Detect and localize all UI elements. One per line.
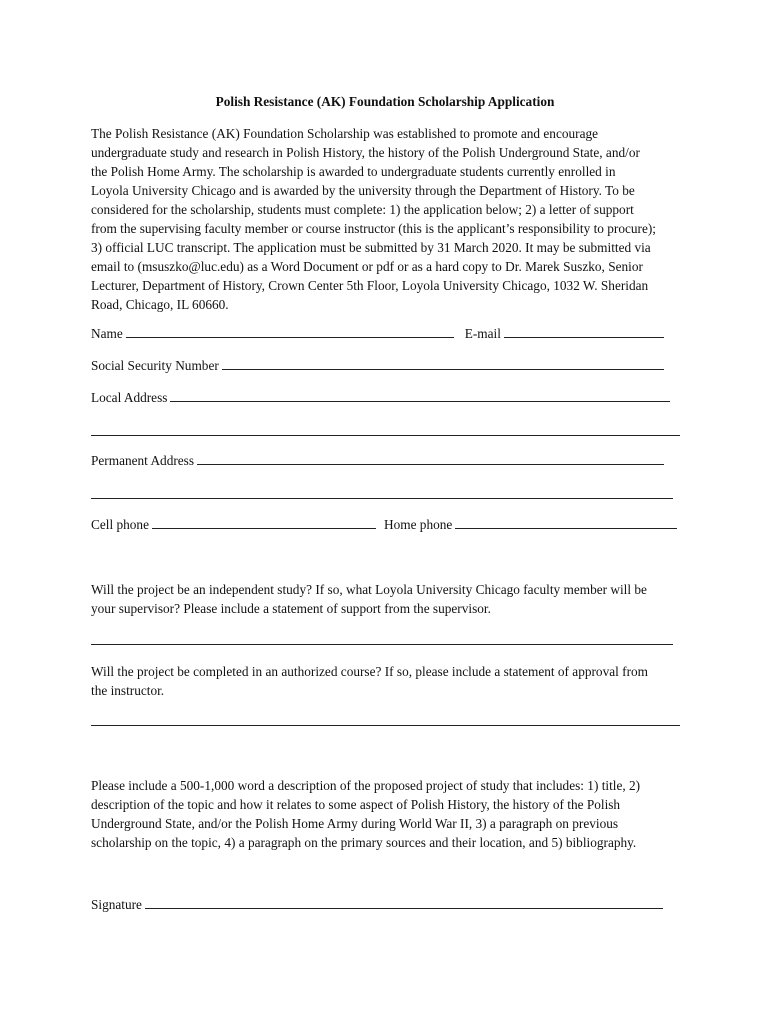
ssn-row bbox=[91, 358, 664, 374]
form-title: Polish Resistance (AK) Foundation Scholarship Application bbox=[215, 94, 555, 109]
intro-line: the Polish Home Army. The scholarship is awarded to undergraduate students currently enrolled in bbox=[91, 164, 616, 179]
local-address-field[interactable] bbox=[170, 401, 670, 402]
description-instructions bbox=[91, 776, 691, 852]
permanent-address-field[interactable] bbox=[197, 464, 664, 465]
permanent-address-row bbox=[91, 453, 664, 469]
question-line: your supervisor? Please include a statement of support from the supervisor. bbox=[91, 601, 491, 616]
signature-label: Signature bbox=[91, 897, 142, 912]
local-address-row bbox=[91, 390, 670, 406]
description-line: scholarship on the topic, 4) a paragraph on the primary sources and their location, and 5) bibliography. bbox=[91, 835, 637, 850]
description-line: description of the topic and how it relates to some aspect of Polish History, the history of the Polish bbox=[91, 797, 621, 812]
intro-line: 3) official LUC transcript. The application must be submitted by 31 March 2020. It may be submitted via bbox=[91, 240, 651, 255]
name-field[interactable] bbox=[126, 337, 454, 338]
cell-phone-label: Cell phone bbox=[91, 517, 149, 532]
phone-row bbox=[91, 517, 677, 533]
intro-line: considered for the scholarship, students must complete: 1) the application below; 2) a letter of support bbox=[91, 202, 634, 217]
question-line: Will the project be an independent study? If so, what Loyola University Chicago faculty member will be bbox=[91, 582, 647, 597]
permanent-address-label: Permanent Address bbox=[91, 453, 195, 468]
email-field[interactable] bbox=[504, 337, 664, 338]
name-email-row bbox=[91, 326, 664, 342]
question-line: Will the project be completed in an authorized course? If so, please include a statement of approval from bbox=[91, 664, 648, 679]
authorized-course-question bbox=[91, 662, 691, 700]
name-label: Name bbox=[91, 326, 123, 341]
cell-phone-field[interactable] bbox=[152, 528, 376, 529]
permanent-address-line-2[interactable] bbox=[91, 498, 673, 499]
independent-study-answer-line[interactable] bbox=[91, 644, 673, 645]
ssn-field[interactable] bbox=[222, 369, 664, 370]
signature-field[interactable] bbox=[145, 908, 663, 909]
home-phone-label: Home phone bbox=[383, 517, 453, 532]
email-label: E-mail bbox=[464, 326, 501, 341]
intro-line: Lecturer, Department of History, Crown Center 5th Floor, Loyola University Chicago, 1032 W. Sheridan bbox=[91, 278, 649, 293]
ssn-label: Social Security Number bbox=[91, 358, 219, 373]
local-address-line-2[interactable] bbox=[91, 435, 680, 436]
signature-row bbox=[91, 897, 663, 913]
intro-line: Road, Chicago, IL 60660. bbox=[91, 297, 229, 312]
authorized-course-answer-line[interactable] bbox=[91, 725, 680, 726]
independent-study-question bbox=[91, 580, 691, 618]
question-line: the instructor. bbox=[91, 683, 165, 698]
intro-line: Loyola University Chicago and is awarded by the university through the Department of History. To be bbox=[91, 183, 635, 198]
description-line: Underground State, and/or the Polish Home Army during World War II, 3) a paragraph on previous bbox=[91, 816, 619, 831]
home-phone-field[interactable] bbox=[455, 528, 677, 529]
intro-line: The Polish Resistance (AK) Foundation Scholarship was established to promote and encourage bbox=[91, 126, 599, 141]
intro-line: undergraduate study and research in Polish History, the history of the Polish Underground State, and/or bbox=[91, 145, 640, 160]
intro-line: from the supervising faculty member or course instructor (this is the applicant’s responsibility to procure); bbox=[91, 221, 656, 236]
intro-paragraph bbox=[91, 124, 691, 314]
description-line: Please include a 500-1,000 word a description of the proposed project of study that includes: 1) title, 2) bbox=[91, 778, 641, 793]
intro-line: email to (msuszko@luc.edu) as a Word Document or pdf or as a hard copy to Dr. Marek Suszko, Senior bbox=[91, 259, 643, 274]
local-address-label: Local Address bbox=[91, 390, 168, 405]
